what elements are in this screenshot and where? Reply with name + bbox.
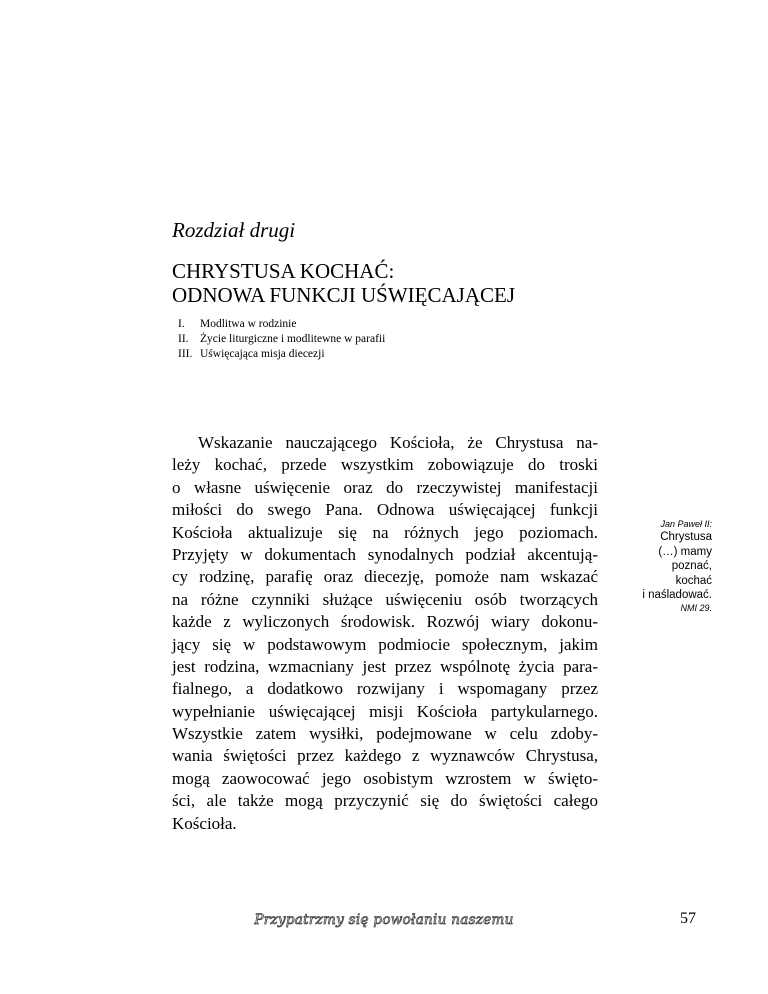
margin-note-quote-line: poznać, bbox=[671, 560, 712, 572]
paragraph-line: Wszystkie zatem wysiłki, podejmowane w celu zdoby- bbox=[172, 724, 598, 744]
paragraph-line: ści, ale także mogą przyczynić się do świętości całego bbox=[172, 791, 598, 811]
contents-item-text: Modlitwa w rodzinie bbox=[200, 318, 297, 330]
paragraph-line: o własne uświęcenie oraz do rzeczywistej manifestacji bbox=[172, 477, 598, 497]
chapter-title bbox=[172, 259, 515, 307]
paragraph-line: fialnego, a dodatkowo rozwijany i wspomagany przez bbox=[172, 679, 598, 699]
contents-item-number: I. bbox=[178, 318, 185, 330]
paragraph-line: mogą zaowocować jego osobistym wzrostem w święto- bbox=[172, 768, 598, 788]
contents-item bbox=[178, 347, 385, 362]
margin-note-quote bbox=[592, 530, 712, 603]
paragraph-line: jest rodzina, wzmacniany jest przez wspólnotę życia para- bbox=[172, 656, 598, 676]
contents-item-number: II. bbox=[178, 333, 189, 345]
paragraph-line: każde z wyliczonych środowisk. Rozwój wiary dokonu- bbox=[172, 612, 598, 632]
paragraph-line: leży kochać, przede wszystkim zobowiązuje do troski bbox=[172, 455, 598, 475]
running-footer-title: Przypatrzmy się powołaniu naszemu bbox=[254, 912, 514, 928]
margin-note-quote-line: kochać bbox=[675, 574, 712, 587]
contents-item-text: Życie liturgiczne i modlitewne w parafii bbox=[200, 333, 386, 345]
chapter-title-line: ODNOWA FUNKCJI UŚWIĘCAJĄCEJ bbox=[172, 283, 516, 307]
margin-note bbox=[592, 518, 712, 614]
paragraph-line: na różne czynniki służące uświęceniu osób tworzących bbox=[172, 589, 598, 609]
chapter-contents bbox=[178, 317, 385, 362]
contents-item bbox=[178, 317, 385, 332]
paragraph-line: cy rodzinę, parafię oraz diecezję, pomoże nam wskazać bbox=[172, 567, 598, 587]
margin-note-quote-line: i naśladować. bbox=[642, 589, 712, 601]
paragraph-line: Przyjęty w dokumentach synodalnych podział akcentują- bbox=[172, 544, 598, 564]
paragraph-line: Wskazanie nauczającego Kościoła, że Chrystusa na- bbox=[198, 433, 598, 452]
margin-note-reference: NMI 29. bbox=[680, 602, 712, 613]
paragraph-line: Kościoła. bbox=[172, 813, 237, 833]
body-paragraph bbox=[172, 432, 598, 835]
page-number: 57 bbox=[680, 910, 696, 927]
contents-item-text: Uświęcająca misja diecezji bbox=[200, 348, 325, 360]
contents-item bbox=[178, 332, 385, 347]
margin-note-quote-line: Chrystusa bbox=[660, 531, 712, 543]
margin-note-author: Jan Paweł II: bbox=[660, 519, 712, 529]
paragraph-line: miłości do swego Pana. Odnowa uświęcającej funkcji bbox=[172, 500, 598, 520]
contents-item-number: III. bbox=[178, 348, 193, 360]
paragraph-line: jący się w podstawowym podmiocie społecznym, jakim bbox=[172, 634, 598, 654]
paragraph-line: wania świętości przez każdego z wyznawców Chrystusa, bbox=[172, 746, 598, 766]
chapter-title-line: CHRYSTUSA KOCHAĆ: bbox=[172, 259, 395, 283]
margin-note-quote-line: (…) mamy bbox=[658, 545, 712, 558]
paragraph-line: wypełnianie uświęcającej misji Kościoła partykularnego. bbox=[172, 701, 598, 721]
paragraph-line: Kościoła aktualizuje się na różnych jego poziomach. bbox=[172, 522, 598, 542]
chapter-label: Rozdział drugi bbox=[172, 218, 296, 242]
